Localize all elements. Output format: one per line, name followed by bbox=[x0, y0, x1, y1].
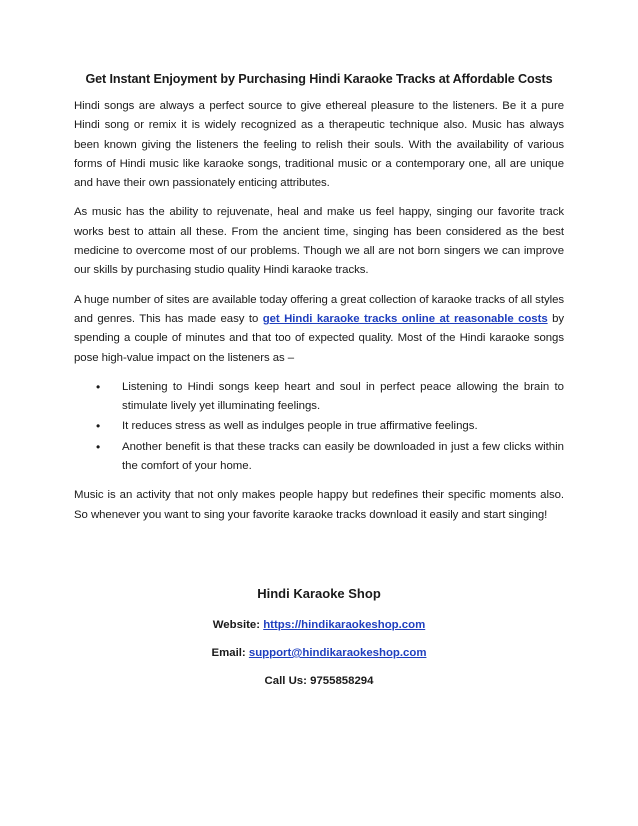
shop-name: Hindi Karaoke Shop bbox=[257, 586, 381, 601]
website-line bbox=[74, 616, 564, 634]
bullet-icon: • bbox=[96, 379, 101, 394]
email-link[interactable]: support@hindikaraokeshop.com bbox=[248, 647, 427, 659]
contact-footer bbox=[74, 584, 564, 700]
phone-number: 9755858294 bbox=[310, 675, 374, 687]
paragraph-sites-text-after: by spending a couple of minutes and that too of expected quality. Most of the Hindi karaoke songs pose high-value impact on the listeners as – bbox=[74, 312, 565, 364]
paragraph-conclusion: Music is an activity that not only makes people happy but redefines their specific moments also. So whenever you want to sing your favorite karaoke tracks download it easily and start singing! bbox=[74, 489, 564, 521]
website-link[interactable]: https://hindikaraokeshop.com bbox=[263, 619, 426, 631]
paragraph-intro: Hindi songs are always a perfect source to give ethereal pleasure to the listeners. Be it a pure Hindi song or remix it is widely recognized as a therapeutic technique also. Music has always been known giving the listeners the feeling to relish their souls. With the availability of various forms of Hindi music like karaoke songs, traditional music or a contemporary one, all are unique and have their own passionately enticing attributes. bbox=[74, 100, 564, 190]
email-label: Email: bbox=[211, 647, 249, 659]
bullet-icon: • bbox=[96, 439, 101, 454]
list-item-text: Listening to Hindi songs keep heart and soul in perfect peace allowing the brain to stimulate lively yet illuminating feelings. bbox=[122, 380, 564, 413]
bullet-icon: • bbox=[96, 419, 101, 434]
benefits-list bbox=[74, 378, 564, 476]
list-item-text: It reduces stress as well as indulges people in true affirmative feelings. bbox=[122, 420, 478, 433]
call-label: Call Us: bbox=[264, 675, 311, 687]
karaoke-tracks-link[interactable]: get Hindi karaoke tracks online at reasonable costs bbox=[262, 312, 548, 325]
website-label: Website: bbox=[212, 619, 264, 631]
paragraph-sites bbox=[74, 291, 564, 368]
phone-line bbox=[74, 672, 564, 690]
paragraph-sites-text-before: A huge number of sites are available today offering a great collection of karaoke tracks of all styles and genres. This has made easy to bbox=[74, 293, 564, 325]
document-title: Get Instant Enjoyment by Purchasing Hindi Karaoke Tracks at Affordable Costs bbox=[85, 72, 553, 86]
list-item bbox=[94, 438, 564, 477]
email-line bbox=[74, 644, 564, 662]
list-item bbox=[94, 378, 564, 417]
paragraph-music-benefits: As music has the ability to rejuvenate, heal and make us feel happy, singing our favorite track works best to attain all these. From the ancient time, singing has been considered as the best medicine to overcome most of our problems. Though we all are not born singers we can improve our skills by purchasing studio quality Hindi karaoke tracks. bbox=[74, 206, 564, 277]
list-item-text: Another benefit is that these tracks can easily be downloaded in just a few clicks within the comfort of your home. bbox=[122, 440, 564, 473]
list-item bbox=[94, 417, 564, 436]
